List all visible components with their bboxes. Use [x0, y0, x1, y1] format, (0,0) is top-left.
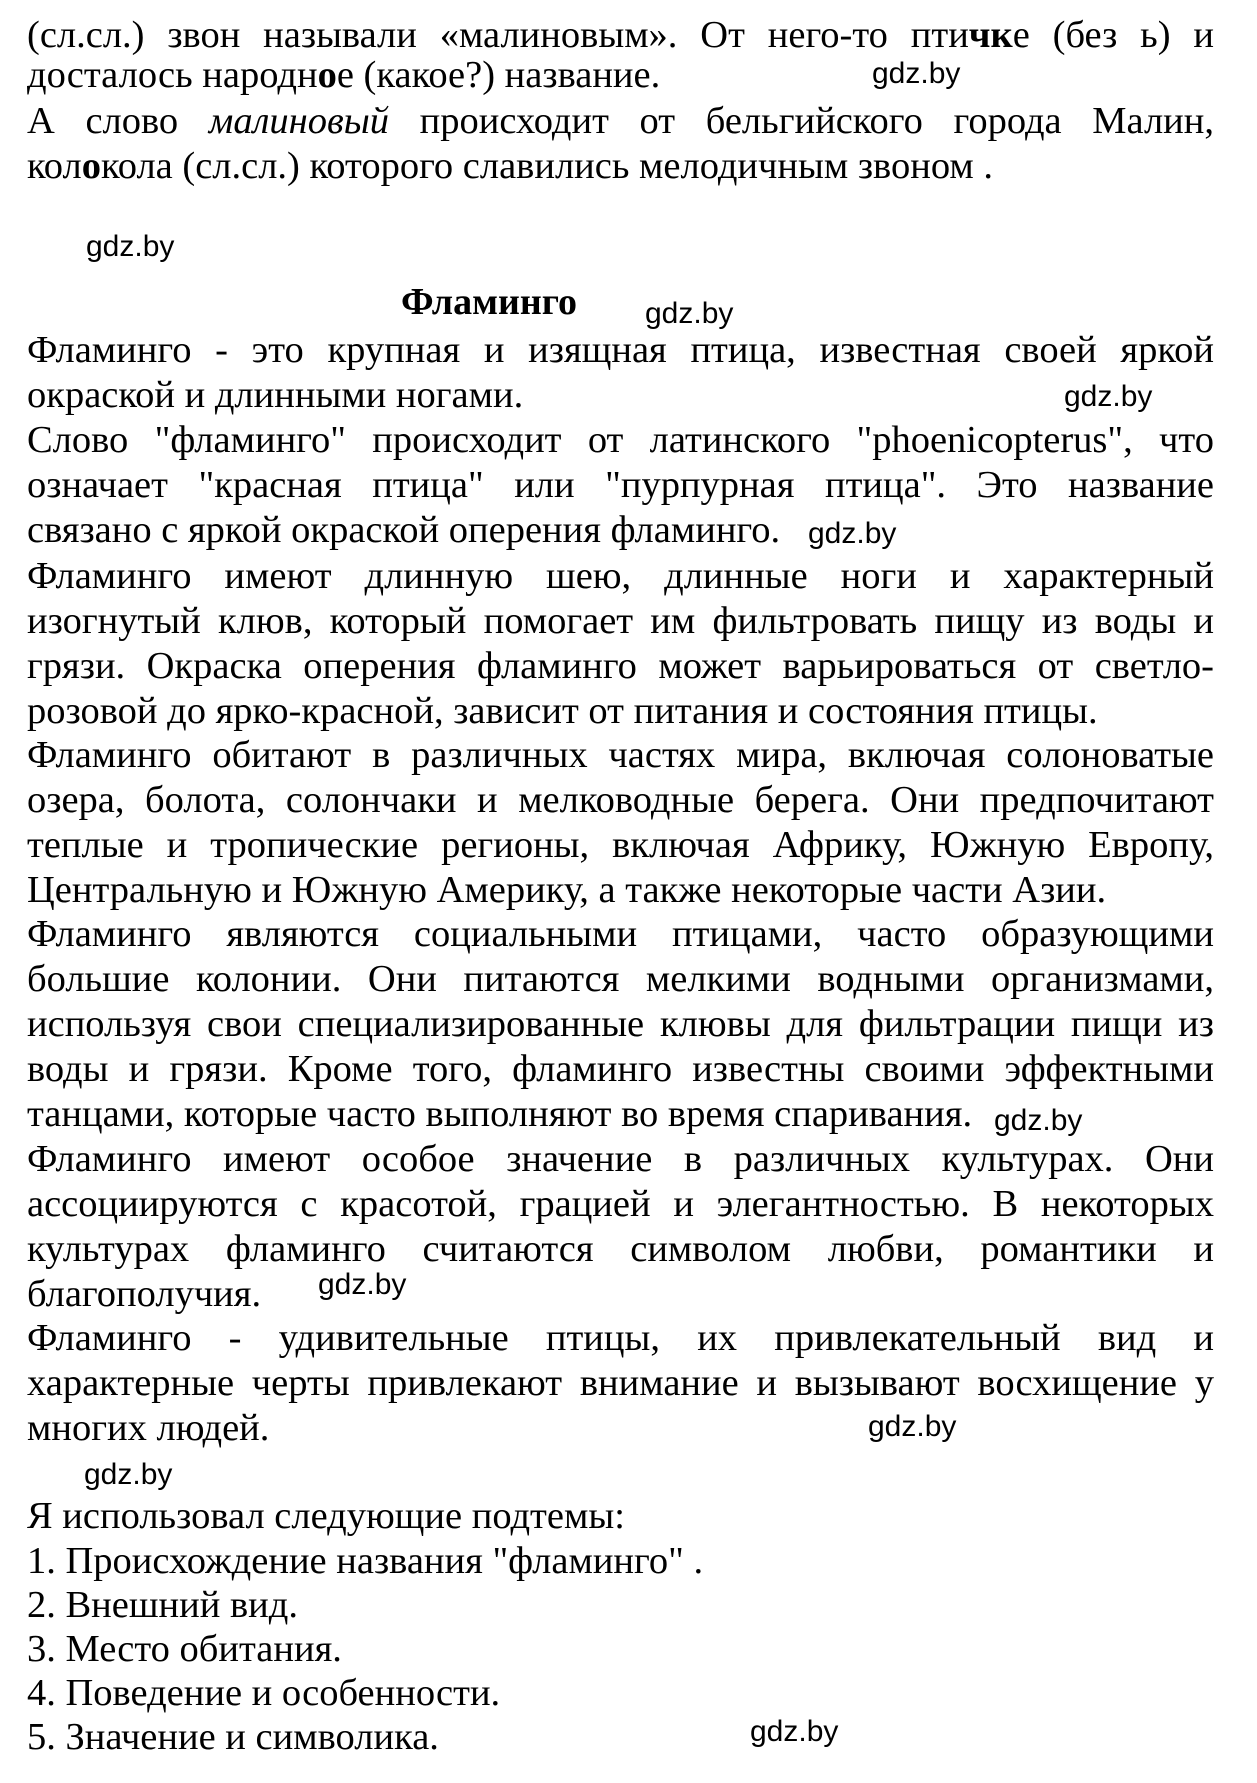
subtopic-item: 1. Происхождение названия "фламинго" .	[27, 1540, 704, 1582]
paragraph-line: изогнутый клюв, который помогает им фильтровать пищу из воды и	[27, 600, 1214, 642]
paragraph-line: Слово "фламинго" происходит от латинского "phoenicopterus", что	[27, 419, 1214, 461]
intro-line-1: (сл.сл.) звон называли «малиновым». От него-то птичке (без ь) и	[27, 14, 1214, 56]
paragraph-line: розовой до ярко-красной, зависит от питания и состояния птицы.	[27, 690, 1098, 732]
subtopic-item: 4. Поведение и особенности.	[27, 1672, 501, 1714]
watermark: gdz.by	[86, 230, 175, 263]
paragraph-line: озера, болота, солончаки и мелководные берега. Они предпочитают	[27, 779, 1214, 821]
subtopic-item: 5. Значение и символика.	[27, 1716, 439, 1758]
paragraph-line: характерные черты привлекают внимание и вызывают восхищение у	[27, 1362, 1214, 1404]
paragraph-line: воды и грязи. Кроме того, фламинго известны своими эффектными	[27, 1048, 1214, 1090]
paragraph-line: теплые и тропические регионы, включая Африку, Южную Европу,	[27, 824, 1214, 866]
paragraph-line: грязи. Окраска оперения фламинго может варьироваться от светло-	[27, 645, 1214, 687]
document-title: Фламинго	[401, 281, 578, 323]
subtopic-item: 2. Внешний вид.	[27, 1584, 298, 1626]
watermark: gdz.by	[318, 1268, 407, 1301]
watermark: gdz.by	[994, 1104, 1083, 1137]
watermark: gdz.by	[84, 1458, 173, 1491]
watermark: gdz.by	[868, 1410, 957, 1443]
watermark: gdz.by	[1064, 380, 1153, 413]
paragraph-line: Центральную и Южную Америку, а также некоторые части Азии.	[27, 869, 1107, 911]
subtopic-item: 3. Место обитания.	[27, 1628, 342, 1670]
watermark: gdz.by	[645, 297, 734, 330]
paragraph-line: Фламинго имеют особое значение в различных культурах. Они	[27, 1138, 1214, 1180]
paragraph-line: окраской и длинными ногами.	[27, 374, 524, 416]
paragraph-line: большие колонии. Они питаются мелкими водными организмами,	[27, 958, 1214, 1000]
intro-line-4: колокола (сл.сл.) которого славились мелодичным звоном .	[27, 145, 993, 187]
paragraph-line: используя свои специализированные клювы для фильтрации пищи из	[27, 1003, 1214, 1045]
paragraph-line: ассоциируются с красотой, грацией и элегантностью. В некоторых	[27, 1183, 1214, 1225]
paragraph-line: многих людей.	[27, 1407, 270, 1449]
paragraph-line: танцами, которые часто выполняют во время спаривания.	[27, 1093, 973, 1135]
paragraph-line: Фламинго обитают в различных частях мира, включая солоноватые	[27, 734, 1214, 776]
paragraph-line: благополучия.	[27, 1273, 262, 1315]
paragraph-line: культурах фламинго считаются символом любви, романтики и	[27, 1228, 1214, 1270]
paragraph-line: Фламинго имеют длинную шею, длинные ноги и характерный	[27, 555, 1214, 597]
paragraph-line: связано с яркой окраской оперения фламинго.	[27, 509, 781, 551]
paragraph-line: Фламинго - удивительные птицы, их привлекательный вид и	[27, 1317, 1214, 1359]
intro-line-3: А слово малиновый происходит от бельгийского города Малин,	[27, 100, 1214, 142]
paragraph-line: Фламинго - это крупная и изящная птица, известная своей яркой	[27, 329, 1214, 371]
subtopics-heading: Я использовал следующие подтемы:	[27, 1495, 625, 1537]
watermark: gdz.by	[872, 57, 961, 90]
paragraph-line: Фламинго являются социальными птицами, часто образующими	[27, 913, 1214, 955]
intro-line-2: досталось народное (какое?) название.	[27, 54, 661, 96]
watermark: gdz.by	[750, 1715, 839, 1748]
paragraph-line: означает "красная птица" или "пурпурная птица". Это название	[27, 464, 1214, 506]
watermark: gdz.by	[808, 517, 897, 550]
